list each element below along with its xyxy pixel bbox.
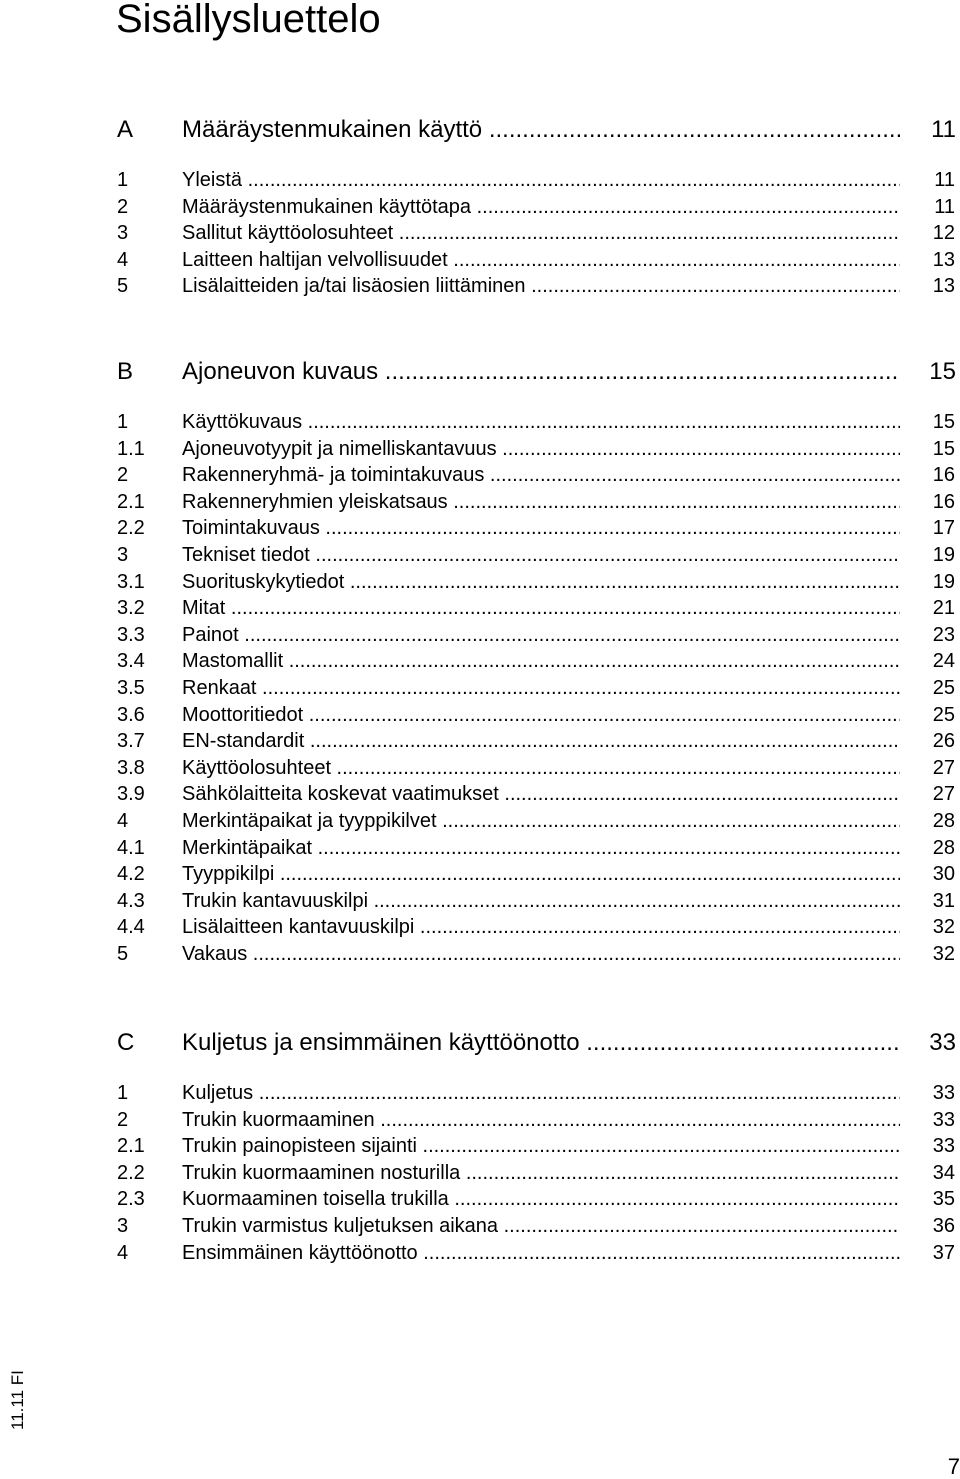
toc-entry-title[interactable]: Määräystenmukainen käyttö ..... xyxy=(182,115,900,145)
toc-entry[interactable] xyxy=(0,273,960,299)
toc-entry-number: A xyxy=(117,116,134,143)
toc-section-heading[interactable] xyxy=(0,1028,960,1058)
toc-entry-number: 1 xyxy=(117,411,129,433)
toc-entry-page: 27 xyxy=(932,757,955,779)
toc-entry-page: 13 xyxy=(932,275,955,297)
toc-section-heading[interactable] xyxy=(0,115,960,145)
toc-entry-number: 4 xyxy=(117,1242,129,1264)
toc-entry-page: 28 xyxy=(932,810,955,832)
toc-entry-title[interactable]: Merkintäpaikat ..... xyxy=(182,835,900,861)
toc-entry-title[interactable]: Mastomallit ..... xyxy=(182,648,900,674)
toc-entry-title[interactable]: Toimintakuvaus ..... xyxy=(182,515,900,541)
toc-entry-title[interactable]: Käyttökuvaus ..... xyxy=(182,409,900,435)
toc-entry[interactable] xyxy=(0,861,960,887)
toc-entry-number: 4.4 xyxy=(117,916,145,938)
toc-entry-title[interactable]: Rakenneryhmien yleiskatsaus ..... xyxy=(182,489,900,515)
toc-entry-title[interactable]: Trukin varmistus kuljetuksen aikana ..... xyxy=(182,1213,900,1239)
toc-entry-number: 3.3 xyxy=(117,624,145,646)
toc-entry-title[interactable]: Ajoneuvotyypit ja nimelliskantavuus ..... xyxy=(182,436,900,462)
toc-entry-page: 25 xyxy=(932,677,955,699)
toc-entry-number: 3 xyxy=(117,1215,129,1237)
toc-entry-number: 2.2 xyxy=(117,1162,145,1184)
page-title: Sisällysluettelo xyxy=(116,0,381,41)
toc-entry-number: 3.7 xyxy=(117,730,145,752)
toc-entry[interactable] xyxy=(0,489,960,515)
toc-entry-title[interactable]: Lisälaitteiden ja/tai lisäosien liittäminen ..... xyxy=(182,273,900,299)
toc-entry-page: 17 xyxy=(932,517,955,539)
toc-entry[interactable] xyxy=(0,194,960,220)
toc-entry-number: 3.2 xyxy=(117,597,145,619)
toc-entry-page: 24 xyxy=(932,650,955,672)
toc-entry-page: 15 xyxy=(932,438,955,460)
toc-entry[interactable] xyxy=(0,1133,960,1159)
toc-entry-number: 2.2 xyxy=(117,517,145,539)
toc-entry-page: 25 xyxy=(932,704,955,726)
toc-entry-page: 34 xyxy=(932,1162,955,1184)
toc-entry-page: 35 xyxy=(932,1188,955,1210)
toc-entry-page: 16 xyxy=(932,491,955,513)
toc-entry[interactable] xyxy=(0,781,960,807)
toc-entry-title[interactable]: Käyttöolosuhteet ..... xyxy=(182,755,900,781)
toc-entry[interactable] xyxy=(0,808,960,834)
toc-entry-page: 19 xyxy=(932,544,955,566)
toc-entry-title[interactable]: Renkaat ..... xyxy=(182,675,900,701)
toc-entry-page: 30 xyxy=(932,863,955,885)
toc-entry[interactable] xyxy=(0,675,960,701)
toc-entry[interactable] xyxy=(0,569,960,595)
toc-entry[interactable] xyxy=(0,835,960,861)
toc-entry-title[interactable]: Lisälaitteen kantavuuskilpi ..... xyxy=(182,914,900,940)
toc-entry-title[interactable]: Trukin kuormaaminen nosturilla ..... xyxy=(182,1160,900,1186)
toc-entry[interactable] xyxy=(0,702,960,728)
toc-entry-page: 33 xyxy=(932,1135,955,1157)
toc-entry-page: 31 xyxy=(932,890,955,912)
toc-entry-number: 3.5 xyxy=(117,677,145,699)
toc-entry-title[interactable]: Merkintäpaikat ja tyyppikilvet ..... xyxy=(182,808,900,834)
toc-entry-page: 23 xyxy=(932,624,955,646)
toc-entry-page: 32 xyxy=(932,943,955,965)
toc-entry-title[interactable]: Rakenneryhmä- ja toimintakuvaus ..... xyxy=(182,462,900,488)
toc-entry-number: 3.1 xyxy=(117,571,145,593)
toc-entry-title[interactable]: Kuormaaminen toisella trukilla ..... xyxy=(182,1186,900,1212)
toc-entry-page: 21 xyxy=(932,597,955,619)
toc-section-heading[interactable] xyxy=(0,357,960,387)
toc-entry[interactable] xyxy=(0,622,960,648)
toc-entry-number: 4.1 xyxy=(117,837,145,859)
toc-entry-title[interactable]: Ensimmäinen käyttöönotto ..... xyxy=(182,1240,900,1266)
toc-entry-number: 5 xyxy=(117,943,129,965)
toc-entry-page: 28 xyxy=(932,837,955,859)
toc-entry-title[interactable]: Painot ..... xyxy=(182,622,900,648)
toc-entry-number: 3.8 xyxy=(117,757,145,779)
toc-entry[interactable] xyxy=(0,436,960,462)
toc-entry[interactable] xyxy=(0,515,960,541)
toc-entry-number: 3.6 xyxy=(117,704,145,726)
toc-entry-number: 3.9 xyxy=(117,783,145,805)
toc-entry[interactable] xyxy=(0,648,960,674)
toc-entry-page: 33 xyxy=(932,1082,955,1104)
toc-entry[interactable] xyxy=(0,1160,960,1186)
toc-entry[interactable] xyxy=(0,1240,960,1266)
toc-entry[interactable] xyxy=(0,1213,960,1239)
toc-entry-number: B xyxy=(117,358,134,385)
toc-entry-page: 13 xyxy=(932,249,955,271)
toc-entry-title[interactable]: Yleistä ..... xyxy=(182,167,900,193)
toc-entry-number: 4.3 xyxy=(117,890,145,912)
toc-entry[interactable] xyxy=(0,220,960,246)
toc-entry-title[interactable]: Kuljetus ja ensimmäinen käyttöönotto ..... xyxy=(182,1028,900,1058)
toc-entry-number: 3 xyxy=(117,544,129,566)
toc-entry-title[interactable]: Moottoritiedot ..... xyxy=(182,702,900,728)
toc-entry-page: 19 xyxy=(932,571,955,593)
toc-entry[interactable] xyxy=(0,755,960,781)
toc-entry-page: 33 xyxy=(932,1109,955,1131)
toc-entry-title[interactable]: Trukin painopisteen sijainti ..... xyxy=(182,1133,900,1159)
toc-entry[interactable] xyxy=(0,941,960,967)
toc-entry-title[interactable]: Vakaus ..... xyxy=(182,941,900,967)
toc-entry[interactable] xyxy=(0,1107,960,1133)
toc-entry-title[interactable]: EN-standardit ..... xyxy=(182,728,900,754)
toc-entry-title[interactable]: Kuljetus ..... xyxy=(182,1080,900,1106)
toc-entry[interactable] xyxy=(0,462,960,488)
toc-entry-title[interactable]: Trukin kuormaaminen ..... xyxy=(182,1107,900,1133)
toc-entry-number: 2.3 xyxy=(117,1188,145,1210)
toc-entry-number: 5 xyxy=(117,275,129,297)
toc-entry[interactable] xyxy=(0,888,960,914)
toc-entry-page: 32 xyxy=(932,916,955,938)
toc-entry-page: 12 xyxy=(932,222,955,244)
toc-entry-page: 15 xyxy=(929,358,956,385)
toc-entry-number: 1 xyxy=(117,169,129,191)
toc-entry-title[interactable]: Sallitut käyttöolosuhteet ..... xyxy=(182,220,900,246)
toc-entry-number: 2 xyxy=(117,464,129,486)
toc-entry[interactable] xyxy=(0,247,960,273)
toc-entry[interactable] xyxy=(0,542,960,568)
toc-entry-page: 11 xyxy=(934,196,955,218)
toc-entry-page: 37 xyxy=(932,1242,955,1264)
toc-entry-title[interactable]: Laitteen haltijan velvollisuudet ..... xyxy=(182,247,900,273)
toc-entry[interactable] xyxy=(0,167,960,193)
toc-entry-title[interactable]: Ajoneuvon kuvaus ..... xyxy=(182,357,900,387)
toc-entry-number: 2.1 xyxy=(117,491,145,513)
toc-entry-page: 36 xyxy=(932,1215,955,1237)
toc-entry-title[interactable]: Mitat ..... xyxy=(182,595,900,621)
toc-entry-number: C xyxy=(117,1029,135,1056)
toc-entry-page: 26 xyxy=(932,730,955,752)
toc-entry-page: 11 xyxy=(934,169,955,191)
toc-entry-number: 4.2 xyxy=(117,863,145,885)
toc-entry-page: 11 xyxy=(931,116,956,143)
toc-entry-title[interactable]: Suorituskykytiedot ..... xyxy=(182,569,900,595)
toc-entry-page: 33 xyxy=(929,1029,956,1056)
toc-entry-page: 15 xyxy=(932,411,955,433)
toc-entry-number: 3 xyxy=(117,222,129,244)
toc-entry-title[interactable]: Trukin kantavuuskilpi ..... xyxy=(182,888,900,914)
toc-entry[interactable] xyxy=(0,595,960,621)
toc-entry-title[interactable]: Tekniset tiedot ..... xyxy=(182,542,900,568)
toc-entry[interactable] xyxy=(0,1080,960,1106)
toc-entry[interactable] xyxy=(0,409,960,435)
toc-entry-title[interactable]: Tyyppikilpi ..... xyxy=(182,861,900,887)
toc-entry-number: 4 xyxy=(117,810,129,832)
document-version-code: 11.11 FI xyxy=(8,1370,27,1430)
toc-entry-number: 2 xyxy=(117,1109,129,1131)
toc-entry-number: 1 xyxy=(117,1082,129,1104)
page-number: 7 xyxy=(947,1454,960,1479)
toc-entry-number: 2 xyxy=(117,196,129,218)
toc-entry-title[interactable]: Määräystenmukainen käyttötapa ..... xyxy=(182,194,900,220)
toc-entry-page: 27 xyxy=(932,783,955,805)
toc-entry[interactable] xyxy=(0,728,960,754)
toc-entry-title[interactable]: Sähkölaitteita koskevat vaatimukset ..... xyxy=(182,781,900,807)
toc-entry-number: 3.4 xyxy=(117,650,145,672)
toc-entry-number: 1.1 xyxy=(117,438,145,460)
toc-entry-number: 2.1 xyxy=(117,1135,145,1157)
toc-entry[interactable] xyxy=(0,914,960,940)
toc-entry-number: 4 xyxy=(117,249,129,271)
toc-entry-page: 16 xyxy=(932,464,955,486)
toc-entry[interactable] xyxy=(0,1186,960,1212)
